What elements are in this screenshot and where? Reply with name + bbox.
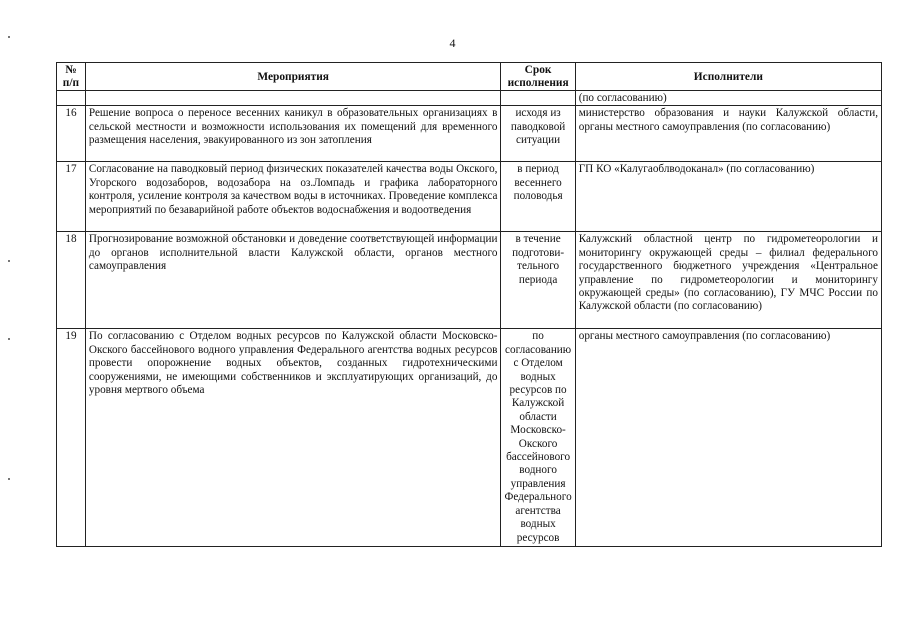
cell-executors: органы местного самоуправления (по согласованию) bbox=[575, 329, 881, 547]
cell-term: исходя из паводковой ситуации bbox=[501, 106, 575, 162]
scan-dot bbox=[8, 478, 10, 480]
cell-measure: Решение вопроса о переносе весенних каникул в образовательных организациях в сельской местности и возможности использования их помещений для временного размещения населения, эвакуированного из зон затопления bbox=[85, 106, 501, 162]
table-row bbox=[57, 162, 882, 232]
header-executors: Исполнители bbox=[575, 63, 881, 91]
table-header-row bbox=[57, 63, 882, 91]
cell-term: по согласованию с Отделом водных ресурсов по Калужской области Московско-Окского бассейнового водного управления Федерального агентства водных ресурсов bbox=[501, 329, 575, 547]
cell-executors: Калужский областной центр по гидрометеорологии и мониторингу окружающей среды – филиал федерального государственного бюджетного учреждения «Центральное управление по гидрометеорологии и мониторингу окружающей среды» (по согласованию), ГУ МЧС России по Калужской области (по согласованию) bbox=[575, 232, 881, 329]
cell-executors: ГП КО «Калугаоблводоканал» (по согласованию) bbox=[575, 162, 881, 232]
table-row bbox=[57, 106, 882, 162]
cell-measure: Согласование на паводковый период физических показателей качества воды Окского, Угорского водозаборов, водозабора на оз.Ломпадь и графика лабораторного контроля, усиление контроля за качеством воды в источниках. Проведение комплекса мероприятий по безаварийной работе объектов водоснабжения и водоотведения bbox=[85, 162, 501, 232]
cell-num: 19 bbox=[57, 329, 86, 547]
cell-executors: (по согласованию) bbox=[575, 91, 881, 106]
page-number: 4 bbox=[449, 36, 456, 50]
measures-table bbox=[56, 62, 882, 547]
cell-num: 17 bbox=[57, 162, 86, 232]
cell-measure: По согласованию с Отделом водных ресурсов по Калужской области Московско-Окского бассейнового водного управления Федерального агентства водных ресурсов провести опорожнение водных объектов, созданных гидротехническими сооружениями, не имеющими собственников и эксплуатирующих организаций, до уровня мертвого объема bbox=[85, 329, 501, 547]
cell-term bbox=[501, 91, 575, 106]
cell-num bbox=[57, 91, 86, 106]
table-row bbox=[57, 329, 882, 547]
table-row-continuation bbox=[57, 91, 882, 106]
cell-term: в период весеннего половодья bbox=[501, 162, 575, 232]
cell-num: 18 bbox=[57, 232, 86, 329]
cell-measure: Прогнозирование возможной обстановки и доведение соответствующей информации до органов исполнительной власти Калужской области, органов местного самоуправления bbox=[85, 232, 501, 329]
scan-dot bbox=[8, 338, 10, 340]
scan-dot bbox=[8, 36, 10, 38]
cell-term: в течение подготови-тельного периода bbox=[501, 232, 575, 329]
cell-num: 16 bbox=[57, 106, 86, 162]
scan-dot bbox=[8, 260, 10, 262]
header-measures: Мероприятия bbox=[85, 63, 501, 91]
header-num: № п/п bbox=[57, 63, 86, 91]
table-row bbox=[57, 232, 882, 329]
cell-measure bbox=[85, 91, 501, 106]
header-term: Срок исполнения bbox=[501, 63, 575, 91]
cell-executors: министерство образования и науки Калужской области, органы местного самоуправления (по согласованию) bbox=[575, 106, 881, 162]
